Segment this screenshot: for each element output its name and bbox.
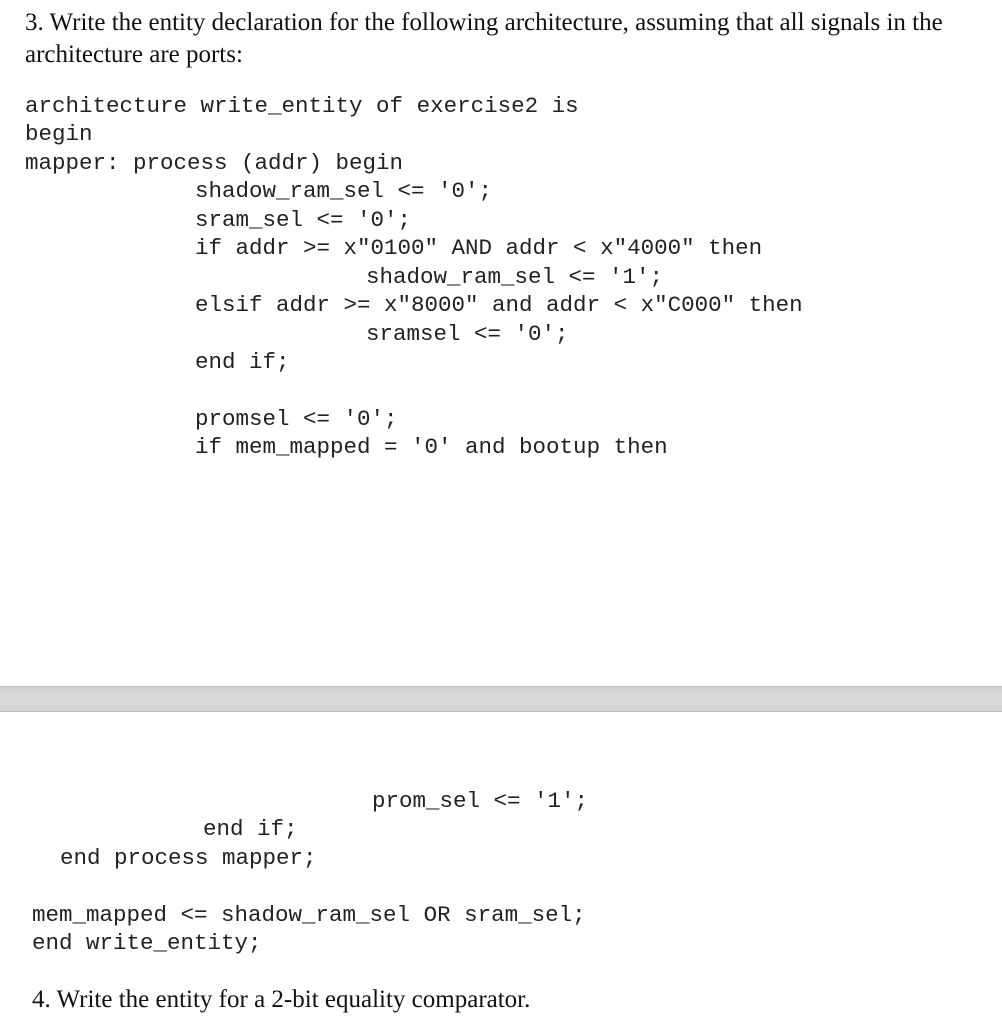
code-line: shadow_ram_sel <= '1'; — [366, 264, 664, 290]
code-line: sramsel <= '0'; — [366, 321, 569, 347]
question-4: 4. Write the entity for a 2-bit equality comparator. — [32, 986, 531, 1013]
code-line: end if; — [203, 816, 298, 842]
code-line: begin — [25, 121, 93, 147]
code-line: shadow_ram_sel <= '0'; — [195, 178, 493, 204]
code-line: mem_mapped <= shadow_ram_sel OR sram_sel; — [32, 902, 586, 928]
code-line: end write_entity; — [32, 930, 262, 956]
code-line: prom_sel <= '1'; — [372, 788, 589, 814]
code-line: if addr >= x"0100" AND addr < x"4000" then — [195, 235, 763, 261]
document-page-2 — [0, 712, 1002, 1024]
question-3-line-2: architecture are ports: — [25, 41, 243, 68]
code-line: end if; — [195, 349, 290, 375]
page-break — [0, 686, 1002, 712]
code-line: sram_sel <= '0'; — [195, 207, 412, 233]
code-line: promsel <= '0'; — [195, 406, 398, 432]
code-line: elsif addr >= x"8000" and addr < x"C000" then — [195, 292, 803, 318]
question-3-line-1: 3. Write the entity declaration for the following architecture, assuming that all signals in the — [25, 9, 943, 36]
code-line: architecture write_entity of exercise2 is — [25, 93, 579, 119]
code-line: end process mapper; — [60, 845, 317, 871]
code-line: mapper: process (addr) begin — [25, 150, 404, 176]
code-line: if mem_mapped = '0' and bootup then — [195, 434, 668, 460]
